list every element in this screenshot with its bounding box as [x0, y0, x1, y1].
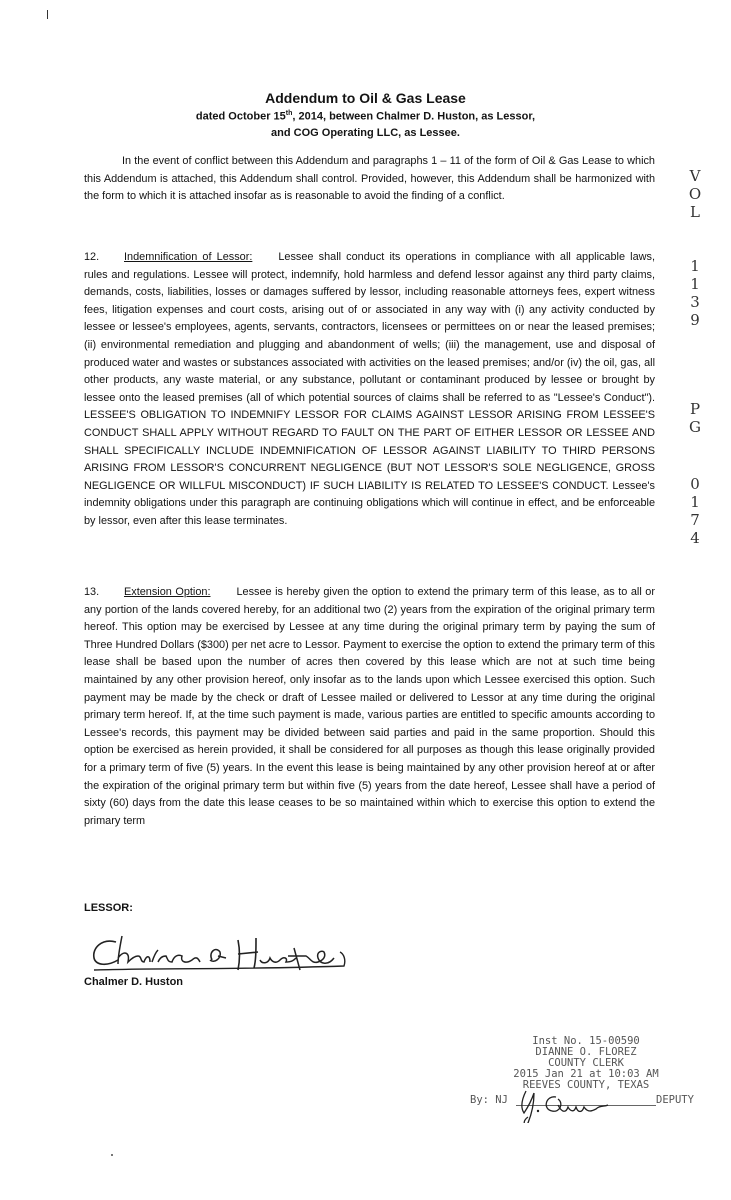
- margin-char: G: [689, 418, 701, 436]
- section-12-heading: Indemnification of Lessor:: [124, 251, 253, 263]
- document-subtitle: [0, 110, 731, 123]
- stamp-by-label: By: NJ: [470, 1094, 508, 1106]
- section-13-heading: Extension Option:: [124, 586, 211, 598]
- document-title: Addendum to Oil & Gas Lease: [265, 90, 466, 106]
- section-13-text: Lessee is hereby given the option to extend the primary term of this lease, as to all or any portion of the lands covered hereby, for an additional two (2) years from the expiration of the original primary term hereof. This option may be exercised by Lessee at any time during the original primary term by paying the sum of Three Hundred Dollars ($300) per net acre to Lessor. Payment to exercise the option to extend the primary term of this lease shall be based upon the number of acres then covered by this lease which are not at such time being maintained by any other provision hereof, only insofar as to the lands upon which Lessee exercised this option. Such payment may be made by the check or draft of Lessee mailed or delivered to Lessor at any time during the original primary term hereof. If, at the time such payment is made, various parties are entitled to specific amounts according to Lessee's records, this payment may be divided between said parties and paid in the same proportion. Should this option be exercised as herein provided, it shall be considered for all purposes as though this lease originally provided for a primary term of five (5) years. In the event this lease is being maintained by any other provision hereof at or after the expiration of the original primary term but within five (5) years from the date hereof, Lessee shall have a period of sixty (60) days from the date this lease ceases to be so maintained within which to exercise this option to extend the primary term: [84, 586, 655, 827]
- stamp-county: REEVES COUNTY, TEXAS: [522, 1079, 650, 1091]
- margin-char: 7: [690, 511, 700, 529]
- scan-speck: [111, 1154, 113, 1156]
- margin-char: 0: [690, 475, 700, 493]
- margin-char: 1: [690, 257, 700, 275]
- stamp-datetime: 2015 Jan 21 at 10:03 AM: [513, 1068, 659, 1080]
- margin-char: L: [690, 203, 700, 221]
- stamp-clerk-title: COUNTY CLERK: [548, 1057, 624, 1069]
- subtitle-parties: , 2014, between Chalmer D. Huston, as Lessor,: [292, 110, 536, 123]
- stamp-instrument-number: Inst No. 15-00590: [532, 1035, 640, 1047]
- margin-char: 1: [690, 493, 700, 511]
- signer-name: Chalmer D. Huston: [84, 976, 184, 988]
- stamp-deputy-label: DEPUTY: [656, 1094, 694, 1106]
- stamp-clerk-name: DIANNE O. FLOREZ: [535, 1046, 637, 1058]
- recording-stamp: [470, 1036, 702, 1109]
- section-12-number: 12.: [84, 251, 100, 263]
- section-12: [84, 249, 655, 531]
- stamp-by-line: [470, 1093, 702, 1109]
- margin-char: 4: [690, 529, 700, 547]
- scan-mark: [47, 10, 48, 19]
- margin-char: O: [688, 185, 702, 203]
- margin-pg-number: [680, 475, 710, 547]
- subtitle-date: dated October 15: [195, 110, 286, 123]
- section-13-number: 13.: [84, 586, 100, 598]
- lessor-signature: [88, 930, 348, 972]
- margin-vol-number: [680, 257, 710, 329]
- subtitle-date-suffix: th: [285, 110, 293, 117]
- margin-vol-label: [680, 167, 710, 221]
- deputy-signature: [512, 1083, 622, 1123]
- section-12-text: Lessee shall conduct its operations in compliance with all applicable laws, rules and regulations. Lessee will protect, indemnify, hold harmless and defend lessor against any third party claims, demands, costs, liabilities, losses or damages suffered by lessor, including reasonable attorneys fees, expert witness fees, litigation expenses and court costs, arising out of or associated in any way with (i) any activity conducted by lessee or lessee's employees, agents, servants, contractors, licensees or permittees on or near the leased premises; (ii) environmental remediation and plugging and abandonment of wells; (iii) the management, use and disposal of produced water and wastes or substances associated with activities on the leased premises; and/or (iv) the oil, gas, all other products, any waste material, or any substance, pollutant or contaminant produced by lessee or brought by lessee onto the leased premises (all of which potential sources of claims shall be referred to as "Lessee's Conduct"). LESSEE'S OBLIGATION TO INDEMNIFY LESSOR FOR CLAIMS AGAINST LESSOR ARISING FROM LESSEE'S CONDUCT SHALL APPLY WITHOUT REGARD TO FAULT ON THE PART OF EITHER LESSOR OR LESSEE AND SHALL SPECIFICALLY INCLUDE INDEMNIFICATION OF LESSOR AGAINST LIABILITY TO THIRD PERSONS ARISING FROM LESSOR'S CONCURRENT NEGLIGENCE (BUT NOT LESSOR'S SOLE NEGLIGENCE, GROSS NEGLIGENCE OR WILLFUL MISCONDUCT) IF SUCH LIABILITY IS RELATED TO LESSEE'S CONDUCT. Lessee's indemnity obligations under this paragraph are continuing obligations which will continue in effect, and be enforceable by lessor, even after this lease terminates.: [84, 251, 655, 527]
- margin-pg-label: [680, 400, 710, 436]
- margin-char: 9: [690, 311, 700, 329]
- section-13: [84, 584, 655, 830]
- intro-paragraph: In the event of conflict between this Addendum and paragraphs 1 – 11 of the form of Oil & Gas Lease to which this Addendum is attached, this Addendum shall control. Provided, however, this Addendum shall be harmonized with the form to which it is attached insofar as is reasonable to avoid the finding of a conflict.: [84, 155, 655, 203]
- margin-char: P: [689, 400, 701, 418]
- margin-char: 3: [690, 293, 700, 311]
- document-subtitle-line2: and COG Operating LLC, as Lessee.: [271, 127, 460, 139]
- lessor-label: LESSOR:: [84, 902, 133, 914]
- margin-char: V: [689, 167, 701, 185]
- margin-char: 1: [690, 275, 700, 293]
